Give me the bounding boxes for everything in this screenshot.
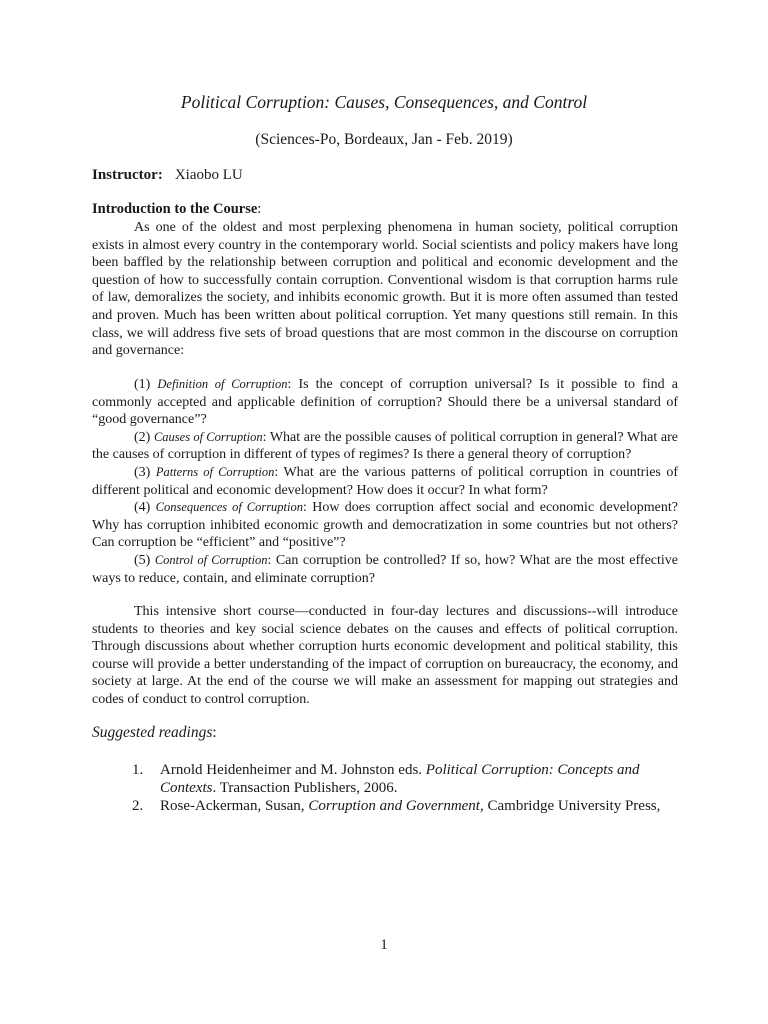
reading-item bbox=[108, 761, 688, 797]
reading-author: Arnold Heidenheimer and M. Johnston eds. bbox=[160, 762, 426, 778]
reading-title: Political Corruption: Concepts and Contexts bbox=[160, 762, 640, 796]
question-text: : How does corruption affect social and economic development? Why has corruption inhibited economic growth and democratization in some countries but not others? Can corruption be “efficient” and “positive”? bbox=[92, 500, 678, 551]
readings-heading-text: Suggested readings bbox=[92, 724, 213, 741]
question-text: : Is the concept of corruption universal? Is it possible to find a commonly accepted and applicable definition of corruption? Should there be a universal standard of “good governance”? bbox=[92, 377, 678, 428]
question-number: (1) bbox=[134, 377, 151, 392]
readings-list bbox=[108, 761, 688, 815]
reading-author: Rose-Ackerman, Susan, bbox=[160, 798, 309, 814]
intro-paragraph-text: As one of the oldest and most perplexing phenomena in human society, political corruption exists in almost every country in the contemporary world. Social scientists and policy makers have long been baffled by the relationship between corruption and political and economic development and the question of how to successfully contain corruption. Conventional wisdom is that corruption harms rule of law, demoralizes the society, and inhibits economic growth. But it is more often assumed than tested and proven. Much has been written about political corruption. Yet many questions still remain. In this class, we will address five sets of broad questions that are most common in the discourse on corruption and governance: bbox=[92, 220, 678, 359]
page-title: Political Corruption: Causes, Consequences, and Control bbox=[180, 92, 588, 112]
reading-title: Corruption and Government bbox=[308, 798, 480, 814]
question-number: (2) bbox=[134, 429, 151, 445]
intro-heading bbox=[92, 201, 261, 218]
intro-heading-text: Introduction to the Course bbox=[92, 201, 258, 217]
reading-number: 2. bbox=[132, 798, 144, 814]
question-text: : What are the possible causes of political corruption in general? What are the causes of corruption in different of types of regimes? Is there a general theory of corruption? bbox=[92, 429, 678, 463]
question-item bbox=[92, 499, 678, 552]
questions-list bbox=[92, 376, 678, 587]
question-number: (3) bbox=[134, 464, 151, 480]
question-term: Control of Corruption bbox=[154, 552, 268, 567]
readings-heading bbox=[92, 724, 217, 742]
course-paragraph-text: This intensive short course—conducted in four-day lectures and discussions--will introduce students to theories and key social science debates on the causes and effects of political corruption. Through discussions about whether corruption hurts economic development and political stability, this course will provide a better understanding of the impact of corruption on bureaucracy, the economy, and society at large. At the end of the course we will make an assessment for mapping out strategies and codes of conduct to control corruption. bbox=[92, 604, 678, 707]
question-text: : Can corruption be controlled? If so, how? What are the most effective ways to reduce, contain, and eliminate corruption? bbox=[92, 552, 678, 586]
question-item bbox=[92, 552, 678, 587]
question-term: Causes of Corruption bbox=[153, 429, 263, 444]
readings-heading-colon: : bbox=[212, 724, 217, 741]
question-number: (4) bbox=[134, 500, 151, 516]
question-item bbox=[92, 376, 678, 429]
intro-paragraph bbox=[92, 219, 678, 360]
question-item bbox=[92, 464, 678, 499]
reading-number: 1. bbox=[132, 762, 144, 778]
question-item bbox=[92, 429, 678, 464]
reading-publisher: . Transaction Publishers, 2006. bbox=[212, 780, 398, 796]
instructor-label: Instructor: bbox=[92, 167, 163, 183]
question-term: Patterns of Corruption bbox=[155, 464, 275, 479]
reading-item bbox=[108, 797, 688, 815]
instructor-line bbox=[92, 167, 243, 184]
question-term: Definition of Corruption bbox=[157, 377, 288, 391]
course-paragraph bbox=[92, 603, 678, 709]
page-number: 1 bbox=[380, 937, 388, 953]
intro-heading-colon: : bbox=[257, 201, 262, 217]
page-subtitle: (Sciences-Po, Bordeaux, Jan - Feb. 2019) bbox=[255, 131, 513, 148]
instructor-name: Xiaobo LU bbox=[174, 167, 243, 183]
reading-publisher: , Cambridge University Press, bbox=[479, 798, 661, 814]
question-term: Consequences of Corruption bbox=[155, 500, 304, 515]
question-number: (5) bbox=[134, 552, 151, 568]
question-text: : What are the various patterns of political corruption in countries of different political and economic development? How does it occur? In what form? bbox=[92, 464, 679, 498]
